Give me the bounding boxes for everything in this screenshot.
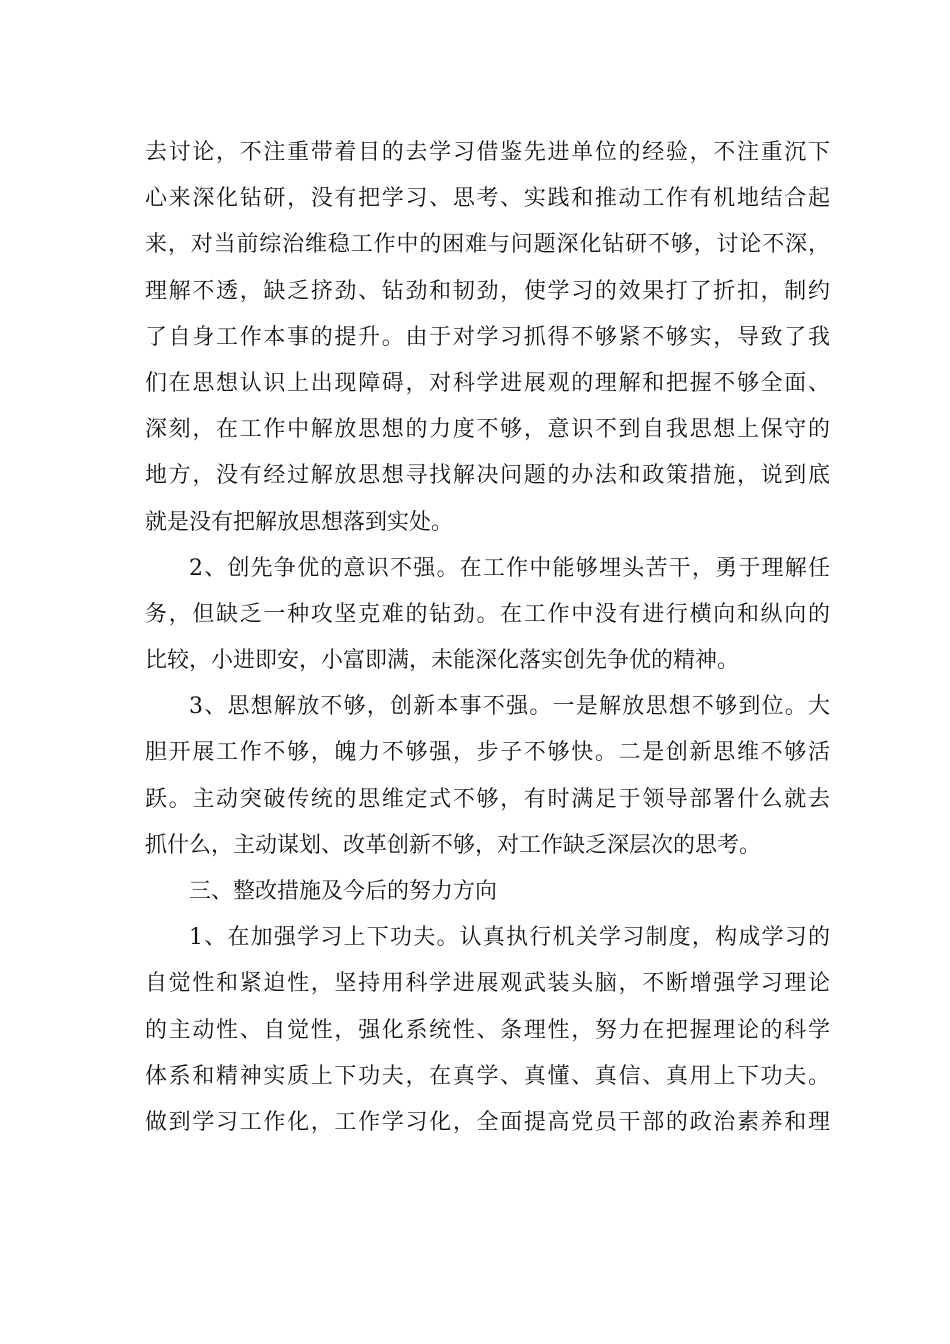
text-line: 体系和精神实质上下功夫，在真学、真懂、真信、真用上下功夫。 bbox=[145, 1063, 830, 1089]
text-line: 去讨论，不注重带着目的去学习借鉴先进单位的经验，不注重沉下 bbox=[145, 140, 830, 165]
text-line: 抓什么，主动谋划、改革创新不够，对工作缺乏深层次的思考。 bbox=[145, 832, 762, 858]
text-line: 务，但缺乏一种攻坚克难的钻劲。在工作中没有进行横向和纵向的 bbox=[145, 601, 830, 627]
text-line: 比较，小进即安，小富即满，未能深化落实创先争优的精神。 bbox=[145, 648, 740, 674]
text-line: 自觉性和紧迫性，坚持用科学进展观武装头脑，不断增强学习理论 bbox=[145, 971, 830, 997]
text-line: 深刻，在工作中解放思想的力度不够，意识不到自我思想上保守的 bbox=[145, 417, 830, 443]
text-line: 了自身工作本事的提升。由于对学习抓得不够紧不够实，导致了我 bbox=[145, 324, 830, 350]
text-line: 2、创先争优的意识不强。在工作中能够埋头苦干，勇于理解任 bbox=[189, 555, 830, 581]
text-line: 胆开展工作不够，魄力不够强，步子不够快。二是创新思维不够活 bbox=[145, 740, 830, 766]
paragraph-point-2 bbox=[145, 546, 830, 685]
text-line: 做到学习工作化，工作学习化，全面提高党员干部的政治素养和理 bbox=[145, 1109, 830, 1135]
paragraph-measure-1 bbox=[145, 915, 830, 1146]
text-line: 们在思想认识上出现障碍，对科学进展观的理解和把握不够全面、 bbox=[145, 370, 830, 396]
paragraph-continuation bbox=[145, 130, 830, 546]
text-line: 心来深化钻研，没有把学习、思考、实践和推动工作有机地结合起 bbox=[145, 186, 830, 212]
paragraph-point-3 bbox=[145, 684, 830, 869]
text-line: 来，对当前综治维稳工作中的困难与问题深化钻研不够，讨论不深， bbox=[145, 232, 830, 258]
heading-text: 三、整改措施及今后的努力方向 bbox=[189, 879, 498, 904]
text-line: 跃。主动突破传统的思维定式不够，有时满足于领导部署什么就去 bbox=[145, 786, 830, 812]
document-page bbox=[145, 130, 830, 1146]
text-line: 的主动性、自觉性，强化系统性、条理性，努力在把握理论的科学 bbox=[145, 1017, 830, 1043]
text-line: 地方，没有经过解放思想寻找解决问题的办法和政策措施，说到底 bbox=[145, 463, 830, 489]
text-line: 1、在加强学习上下功夫。认真执行机关学习制度，构成学习的 bbox=[189, 925, 830, 951]
text-line: 理解不透，缺乏挤劲、钻劲和韧劲，使学习的效果打了折扣，制约 bbox=[145, 278, 830, 304]
section-heading bbox=[145, 869, 830, 915]
text-line: 就是没有把解放思想落到实处。 bbox=[145, 509, 454, 535]
text-line: 3、思想解放不够，创新本事不强。一是解放思想不够到位。大 bbox=[189, 694, 830, 720]
